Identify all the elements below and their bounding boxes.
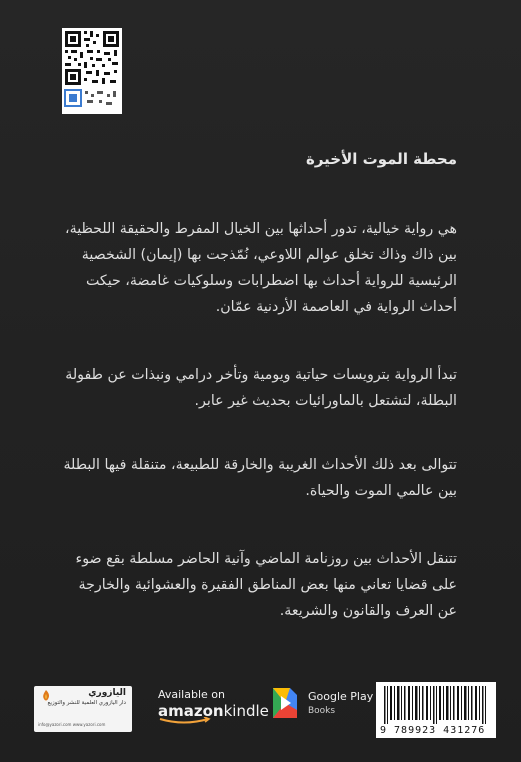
book-title: محطة الموت الأخيرة bbox=[306, 150, 457, 168]
isbn-barcode bbox=[376, 682, 496, 738]
synopsis-paragraph-1: هي رواية خيالية، تدور أحداثها بين الخيال المفرط والحقيقة اللحظية، بين ذاك وذاك تخلق عوالم اللاوعي، نُمّذجت بها (إيمان) الشخصية الرئيسية للرواية أحداث بها اضطرابات وسلوكيات غامضة، حيكت أحداث الرواية في العاصمة الأردنية عمّان. bbox=[65, 221, 457, 315]
publisher-subtitle: دار اليازوري العلمية للنشر والتوزيع bbox=[47, 700, 126, 706]
publisher-logo-box bbox=[34, 686, 132, 732]
amazon-wordmark: amazon bbox=[158, 702, 224, 720]
qr-code-graphic bbox=[62, 28, 122, 114]
kindle-wordmark: kindle bbox=[223, 702, 269, 720]
publisher-contact: info@yazori.com www.yazori.com bbox=[38, 722, 106, 727]
google-books-label: Books bbox=[308, 706, 336, 716]
google-play-books-icon bbox=[270, 686, 300, 720]
barcode-bars bbox=[382, 686, 490, 724]
amazon-kindle-badge bbox=[158, 688, 269, 725]
google-play-label: Google Play bbox=[308, 690, 374, 703]
synopsis-paragraph-4: تتنقل الأحداث بين روزنامة الماضي وآنية الحاضر مسلطة بقع ضوء على قضايا تعاني منها بعض المناطق الفقيرة والعشوائية والخارجة عن العرف والقانون والشريعة. bbox=[75, 551, 457, 619]
qr-code bbox=[62, 28, 122, 114]
publisher-name: اليازوري bbox=[88, 688, 126, 698]
amazon-brand bbox=[158, 702, 269, 720]
amazon-available-label: Available on bbox=[158, 688, 225, 701]
synopsis-paragraph-2: تبدأ الرواية بترويسات حياتية ويومية وتأخر درامي ونبذات عن طفولة البطلة، لتشتعل بالماورائيات بحديث غير عابر. bbox=[65, 367, 457, 409]
synopsis-paragraph-3: تتوالى بعد ذلك الأحداث الغريبة والخارقة للطبيعة، متنقلة فيها البطلة بين عالمي الموت والحياة. bbox=[63, 457, 457, 499]
isbn-number: 9 789923 431276 bbox=[380, 725, 486, 736]
